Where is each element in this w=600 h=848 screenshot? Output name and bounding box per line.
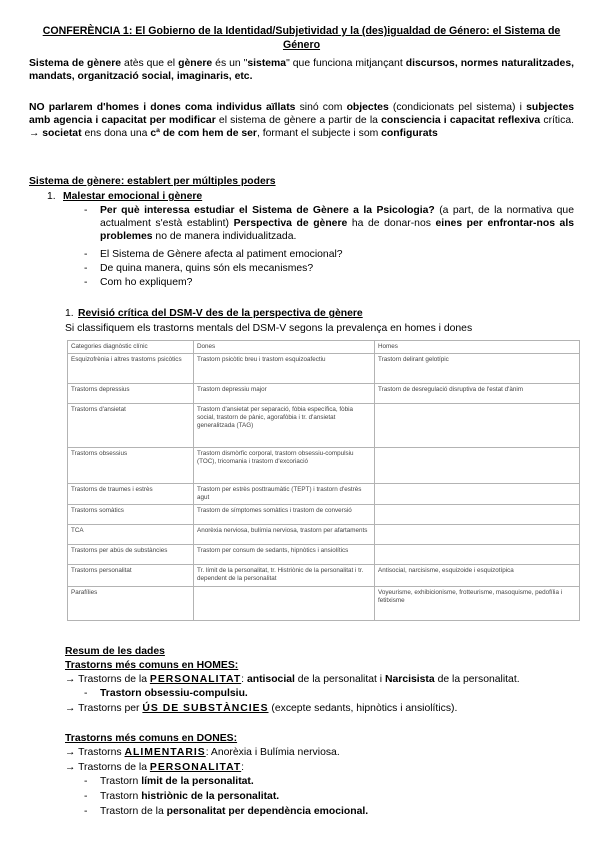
text-run: → Trastorns bbox=[65, 747, 125, 758]
text-run: (a part, de la normativa que actualment s'està establint) bbox=[100, 205, 574, 229]
table-row bbox=[68, 565, 580, 587]
category-cell: TCA bbox=[68, 525, 194, 545]
section-heading-gender-system: Sistema de gènere: establert per múltiples poders bbox=[29, 176, 276, 187]
table-row bbox=[68, 448, 580, 484]
women-cell: Trastorn d'ansietat per separació, fòbia específica, fòbia social, trastorn de pànic, agorafòbia i tr. d'ansietat generalitzada (TAG) bbox=[194, 404, 375, 448]
men-cell: Trastorn delirant gelotípic bbox=[375, 354, 580, 384]
women-histrionic-item bbox=[100, 790, 279, 803]
bullet-dash: - bbox=[84, 263, 88, 274]
table-row bbox=[68, 404, 580, 448]
men-substances-line bbox=[65, 702, 457, 715]
table-row bbox=[68, 525, 580, 545]
text-run: PERSONALITAT bbox=[149, 674, 242, 685]
text-run: ÚS DE SUBSTÀNCIES bbox=[142, 703, 269, 714]
category-cell: Trastorns d'ansietat bbox=[68, 404, 194, 448]
document-title: CONFERÈNCIA 1: El Gobierno de la Identidad/Subjetividad y la (des)igualdad de Género: el Sistema de Género bbox=[42, 25, 561, 51]
text-run: de la personalitat i bbox=[294, 674, 385, 685]
bullet-question-explain bbox=[100, 276, 574, 289]
intro-paragraph-1 bbox=[29, 57, 574, 83]
text-run: histriònic de la personalitat. bbox=[141, 791, 280, 802]
category-cell: Trastorns de traumes i estrès bbox=[68, 484, 194, 505]
category-cell: Trastorns depressius bbox=[68, 384, 194, 404]
women-cell: Trastorn psicòtic breu i trastorn esquizoafectiu bbox=[194, 354, 375, 384]
text-run: límit de la personalitat. bbox=[141, 776, 254, 787]
text-run: no de manera individualitzada. bbox=[152, 231, 297, 242]
women-cell bbox=[194, 587, 375, 621]
bullet-dash: - bbox=[84, 791, 88, 802]
text-run: sistema bbox=[247, 58, 287, 69]
text-run: discursos, normes naturalitzades, mandats, organització social, imaginaris, etc. bbox=[29, 58, 574, 82]
list-item-malestar-emocional: Malestar emocional i gènere bbox=[63, 191, 203, 202]
text-run: ha de donar-nos bbox=[347, 218, 436, 229]
text-run: : Anorèxia i Bulímia nerviosa. bbox=[205, 747, 340, 758]
bullet-question-psychology bbox=[100, 204, 574, 243]
dsm-section-heading: Revisió crítica del DSM-V des de la perspectiva de gènere bbox=[78, 308, 363, 319]
text-run: NO parlarem d'homes i dones coma individus aïllats bbox=[29, 102, 296, 113]
men-personality-line bbox=[65, 673, 520, 686]
text-run: personalitat per dependència emocional. bbox=[166, 806, 369, 817]
text-run: Trastorn bbox=[100, 776, 142, 787]
text-run: → Trastorns de la bbox=[65, 674, 150, 685]
list-item-number: 1. bbox=[47, 191, 56, 202]
women-personality-line bbox=[65, 761, 244, 774]
dsm-intro-text: Si classifiquem els trastorns mentals del DSM-V segons la prevalença en homes i dones bbox=[65, 323, 473, 334]
women-cell: Anorèxia nerviosa, bulímia nerviosa, trastorn per afartaments bbox=[194, 525, 375, 545]
men-cell bbox=[375, 404, 580, 448]
text-run: Per què interessa estudiar el Sistema de Gènere a la Psicologia? bbox=[100, 205, 435, 216]
table-row bbox=[68, 484, 580, 505]
column-header-category: Categories diagnòstic clínic bbox=[68, 341, 194, 354]
table-row bbox=[68, 587, 580, 621]
text-run: (condicionats pel sistema) i bbox=[388, 102, 527, 113]
category-cell: Esquizofrènia i altres trastorns psicòtics bbox=[68, 354, 194, 384]
bullet-dash: - bbox=[84, 249, 88, 260]
text-run: sinó com bbox=[295, 102, 347, 113]
text-run: : bbox=[241, 762, 245, 773]
table-row bbox=[68, 384, 580, 404]
category-cell: Trastorns per abús de substàncies bbox=[68, 545, 194, 565]
women-cell: Trastorn depressiu major bbox=[194, 384, 375, 404]
intro-paragraph-2 bbox=[29, 101, 574, 140]
women-cell: Trastorn per estrès posttraumàtic (TEPT) i trastorn d'estrès agut bbox=[194, 484, 375, 505]
women-cell: Trastorn dismòrfic corporal, trastorn obsessiu-compulsiu (TOC), tricomania i trastorn d'excoriació bbox=[194, 448, 375, 484]
dsm-item-number: 1. bbox=[65, 308, 74, 319]
bullet-question-affect bbox=[100, 248, 574, 261]
text-run: subjectes amb agencia i capacitat per modificar bbox=[29, 102, 574, 126]
column-header-men: Homes bbox=[375, 341, 580, 354]
text-run: ALIMENTARIS bbox=[124, 747, 206, 758]
text-run: Trastorn bbox=[100, 791, 142, 802]
category-cell: Trastorns personalitat bbox=[68, 565, 194, 587]
dsm-prevalence-table bbox=[67, 340, 580, 621]
text-run: Perspectiva de gènere bbox=[233, 218, 348, 229]
bullet-dash: - bbox=[84, 806, 88, 817]
table-row bbox=[68, 545, 580, 565]
table-row bbox=[68, 354, 580, 384]
text-run: antisocial bbox=[246, 674, 295, 685]
text-run: consciencia i capacitat reflexiva bbox=[381, 115, 541, 126]
category-cell: Trastorns somàtics bbox=[68, 505, 194, 525]
women-eating-line bbox=[65, 746, 340, 759]
bullet-question-mechanisms bbox=[100, 262, 574, 275]
summary-heading: Resum de les dades bbox=[65, 646, 165, 657]
text-run: configurats bbox=[381, 128, 438, 139]
text-run: (excepte sedants, hipnòtics i ansiolítics). bbox=[268, 703, 458, 714]
bullet-dash: - bbox=[84, 205, 88, 216]
text-run: de la personalitat. bbox=[434, 674, 520, 685]
text-run: és un " bbox=[212, 58, 248, 69]
bullet-dash: - bbox=[84, 277, 88, 288]
men-cell bbox=[375, 525, 580, 545]
women-borderline-item bbox=[100, 775, 254, 788]
text-run: Com ho expliquem? bbox=[100, 277, 193, 288]
men-cell bbox=[375, 545, 580, 565]
women-cell: Trastorn de símptomes somàtics i trastorn de conversió bbox=[194, 505, 375, 525]
text-run: ens dona una bbox=[81, 128, 151, 139]
men-cell: Trastorn de desregulació disruptiva de l'estat d'ànim bbox=[375, 384, 580, 404]
women-cell: Tr. límit de la personalitat, tr. Histriònic de la personalitat i tr. dependent de la personalitat bbox=[194, 565, 375, 587]
text-run: → Trastorns per bbox=[65, 703, 143, 714]
category-cell: Parafílies bbox=[68, 587, 194, 621]
text-run: : bbox=[241, 674, 247, 685]
text-run: Trastorn de la bbox=[100, 806, 167, 817]
men-disorders-heading: Trastorns més comuns en HOMES: bbox=[65, 660, 239, 671]
men-cell bbox=[375, 505, 580, 525]
text-run: cª de com hem de ser bbox=[150, 128, 257, 139]
text-run: gènere bbox=[178, 58, 213, 69]
text-run: Narcisista bbox=[385, 674, 435, 685]
women-dependency-item bbox=[100, 805, 368, 818]
table-header-row bbox=[68, 341, 580, 354]
text-run: crítica. → bbox=[29, 115, 574, 139]
text-run: PERSONALITAT bbox=[149, 762, 242, 773]
text-run: objectes bbox=[346, 102, 389, 113]
men-cell bbox=[375, 484, 580, 505]
men-cell bbox=[375, 448, 580, 484]
text-run: societat bbox=[42, 128, 82, 139]
text-run: → Trastorns de la bbox=[65, 762, 150, 773]
men-ocd-item: Trastorn obsessiu-compulsiu. bbox=[100, 688, 248, 699]
bullet-dash: - bbox=[84, 776, 88, 787]
text-run: el sistema de gènere a partir de la bbox=[215, 115, 382, 126]
category-cell: Trastorns obsessius bbox=[68, 448, 194, 484]
men-cell: Voyeurisme, exhibicionisme, frotteurisme, masoquisme, pedofília i fetitxisme bbox=[375, 587, 580, 621]
text-run: El Sistema de Gènere afecta al patiment emocional? bbox=[100, 249, 343, 260]
text-run: De quina manera, quins són els mecanismes? bbox=[100, 263, 314, 274]
text-run: atès que el bbox=[121, 58, 179, 69]
table-row bbox=[68, 505, 580, 525]
text-run: eines per enfrontar-nos als problemes bbox=[100, 218, 575, 242]
women-cell: Trastorn per consum de sedants, hipnòtics i ansiolítics bbox=[194, 545, 375, 565]
text-run: Sistema de gènere bbox=[29, 58, 122, 69]
text-run: " que funciona mitjançant bbox=[286, 58, 406, 69]
women-disorders-heading: Trastorns més comuns en DONES: bbox=[65, 733, 238, 744]
bullet-dash: - bbox=[84, 688, 88, 699]
column-header-women: Dones bbox=[194, 341, 375, 354]
text-run: , formant el subjecte i som bbox=[256, 128, 382, 139]
men-cell: Antisocial, narcisisme, esquizoide i esquizotípica bbox=[375, 565, 580, 587]
